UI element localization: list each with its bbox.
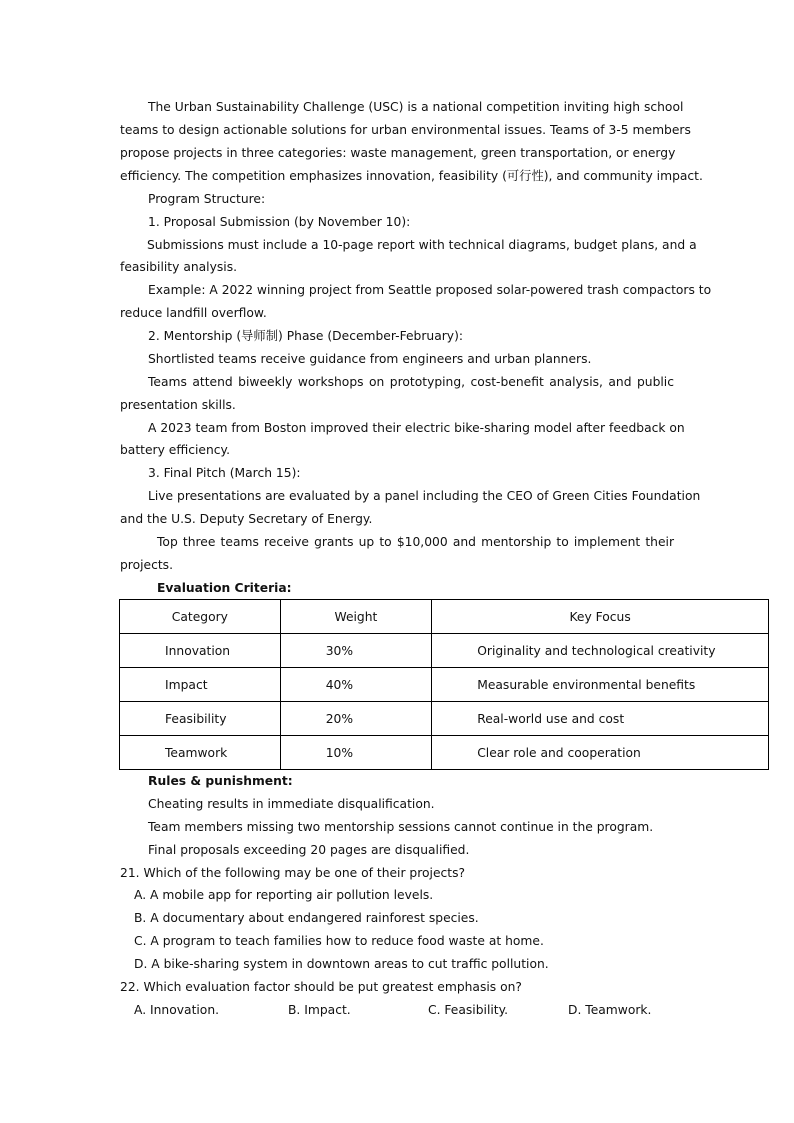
table-row (120, 702, 769, 736)
intro-line: The Urban Sustainability Challenge (USC) is a national competition inviting high school (148, 100, 684, 114)
table-cell-category: Teamwork (120, 736, 281, 770)
step2-example-line: A 2023 team from Boston improved their electric bike-sharing model after feedback on (148, 421, 685, 435)
table-header-cell: Key Focus (432, 600, 769, 634)
question-22-option-b[interactable]: B. Impact. (288, 1003, 351, 1017)
table-cell-weight: 20% (280, 702, 432, 736)
table-cell-focus: Clear role and cooperation (432, 736, 769, 770)
question-21-option-c[interactable]: C. A program to teach families how to reduce food waste at home. (134, 934, 544, 948)
step1-example-line: Example: A 2022 winning project from Seattle proposed solar-powered trash compactors to (148, 283, 712, 297)
intro-line: teams to design actionable solutions for urban environmental issues. Teams of 3-5 members (120, 123, 691, 137)
step2-example-line: battery efficiency. (120, 443, 230, 457)
criteria-table (119, 599, 769, 770)
step3-title: 3. Final Pitch (March 15): (148, 466, 301, 480)
table-cell-weight: 40% (280, 668, 432, 702)
table-cell-focus: Real-world use and cost (432, 702, 769, 736)
question-21-option-b[interactable]: B. A documentary about endangered rainforest species. (134, 911, 479, 925)
table-row (120, 736, 769, 770)
step3-grants-line: Top three teams receive grants up to $10,000 and mentorship to implement their (157, 535, 674, 549)
criteria-heading: Evaluation Criteria: (157, 581, 292, 595)
step3-grants-line: projects. (120, 558, 173, 572)
table-row (120, 634, 769, 668)
rule-item: Cheating results in immediate disqualification. (148, 797, 435, 811)
question-22-option-d[interactable]: D. Teamwork. (568, 1003, 652, 1017)
table-cell-category: Feasibility (120, 702, 281, 736)
question-21-option-d[interactable]: D. A bike-sharing system in downtown areas to cut traffic pollution. (134, 957, 549, 971)
table-cell-category: Impact (120, 668, 281, 702)
question-21-stem: 21. Which of the following may be one of their projects? (120, 866, 466, 880)
step2-workshops-line: Teams attend biweekly workshops on prototyping, cost-benefit analysis, and public (148, 375, 674, 389)
step1-paragraph-line: Submissions must include a 10-page report with technical diagrams, budget plans, and a (147, 238, 697, 252)
table-cell-category: Innovation (120, 634, 281, 668)
step2-workshops-line: presentation skills. (120, 398, 236, 412)
question-22-option-a[interactable]: A. Innovation. (134, 1003, 220, 1017)
table-header-row (120, 600, 769, 634)
program-heading: Program Structure: (148, 192, 266, 206)
intro-line: efficiency. The competition emphasizes innovation, feasibility (可行性), and community impact. (120, 169, 703, 183)
step1-paragraph-line: feasibility analysis. (120, 260, 238, 274)
intro-line: propose projects in three categories: waste management, green transportation, or energy (120, 146, 676, 160)
table-cell-weight: 10% (280, 736, 432, 770)
table-cell-weight: 30% (280, 634, 432, 668)
rule-item: Team members missing two mentorship sessions cannot continue in the program. (148, 820, 654, 834)
step2-title: 2. Mentorship (导师制) Phase (December-February): (148, 329, 464, 343)
table-header-cell: Category (120, 600, 281, 634)
question-21-option-a[interactable]: A. A mobile app for reporting air pollution levels. (134, 888, 434, 902)
question-22-option-c[interactable]: C. Feasibility. (428, 1003, 509, 1017)
rule-item: Final proposals exceeding 20 pages are disqualified. (148, 843, 470, 857)
table-cell-focus: Measurable environmental benefits (432, 668, 769, 702)
table-row (120, 668, 769, 702)
step1-title: 1. Proposal Submission (by November 10): (148, 215, 411, 229)
rules-heading: Rules & punishment: (148, 774, 293, 788)
table-cell-focus: Originality and technological creativity (432, 634, 769, 668)
step3-paragraph-line: Live presentations are evaluated by a panel including the CEO of Green Cities Foundation (148, 489, 701, 503)
question-22-stem: 22. Which evaluation factor should be put greatest emphasis on? (120, 980, 522, 994)
step3-paragraph-line: and the U.S. Deputy Secretary of Energy. (120, 512, 373, 526)
step2-paragraph: Shortlisted teams receive guidance from engineers and urban planners. (148, 352, 592, 366)
step1-example-line: reduce landfill overflow. (120, 306, 267, 320)
table-header-cell: Weight (280, 600, 432, 634)
